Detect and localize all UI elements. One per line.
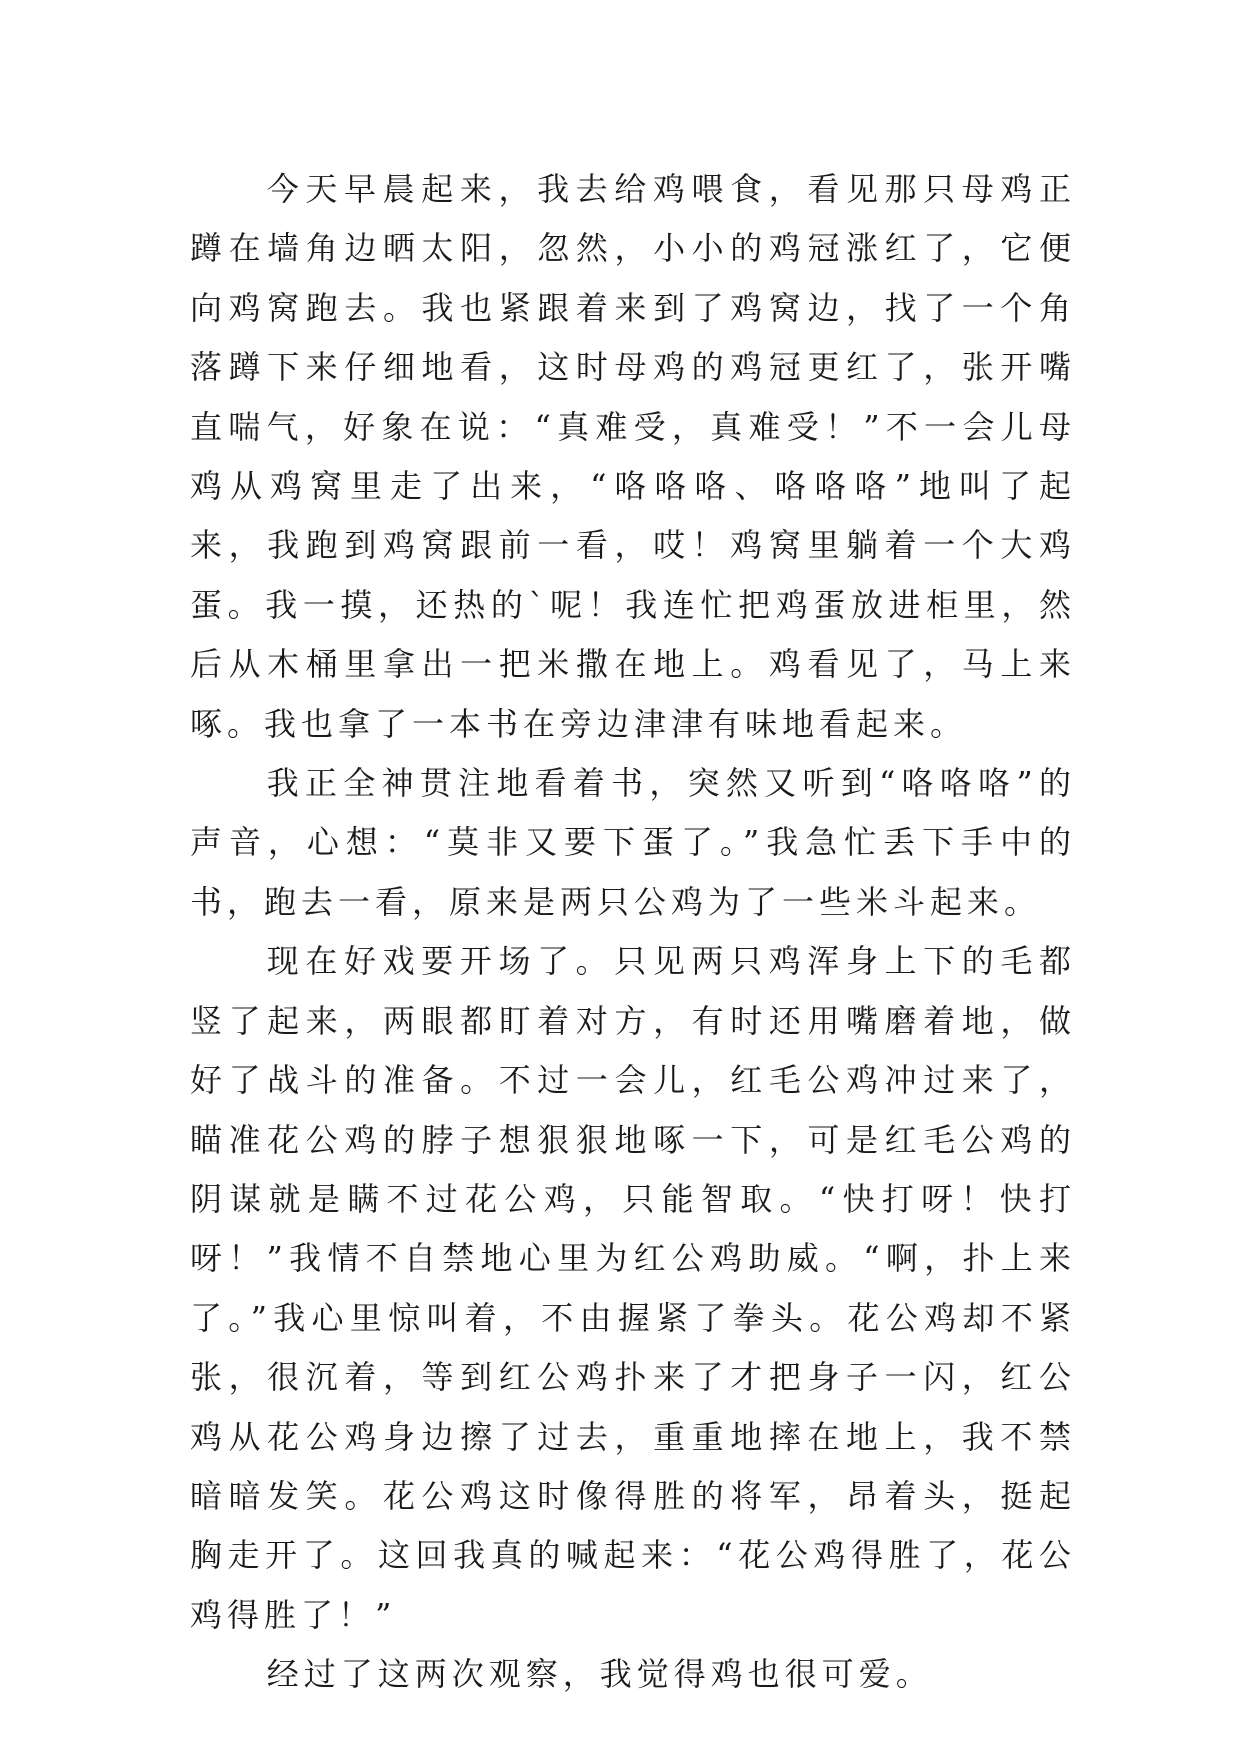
paragraph-4: 经过了这两次观察，我觉得鸡也很可爱。 <box>266 1655 933 1694</box>
document-body <box>190 160 1076 1705</box>
paragraph-3: 现在好戏要开场了。只见两只鸡浑身上下的毛都竖了起来，两眼都盯着对方，有时还用嘴磨着地，做好了战斗的准备。不过一会儿，红毛公鸡冲过来了，瞄准花公鸡的脖子想狠狠地啄一下，可是红毛公鸡的阴谋就是瞒不过花公鸡，只能智取。“快打呀！快打呀！”我情不自禁地心里为红公鸡助威。“啊，扑上来了。”我心里惊叫着，不由握紧了拳头。花公鸡却不紧张，很沉着，等到红公鸡扑来了才把身子一闪，红公鸡从花公鸡身边擦了过去，重重地摔在地上，我不禁暗暗发笑。花公鸡这时像得胜的将军，昂着头，挺起胸走开了。这回我真的喊起来：“花公鸡得胜了，花公鸡得胜了！” <box>190 942 1076 1634</box>
paragraph-2: 我正全神贯注地看着书，突然又听到“咯咯咯”的声音，心想：“莫非又要下蛋了。”我急忙丢下手中的书，跑去一看，原来是两只公鸡为了一些米斗起来。 <box>190 764 1076 921</box>
paragraph-1: 今天早晨起来，我去给鸡喂食，看见那只母鸡正蹲在墙角边晒太阳，忽然，小小的鸡冠涨红了，它便向鸡窝跑去。我也紧跟着来到了鸡窝边，找了一个角落蹲下来仔细地看，这时母鸡的鸡冠更红了，张开嘴直喘气，好象在说：“真难受，真难受！”不一会儿母鸡从鸡窝里走了出来，“咯咯咯、咯咯咯”地叫了起来，我跑到鸡窝跟前一看，哎！鸡窝里躺着一个大鸡蛋。我一摸，还热的`呢！我连忙把鸡蛋放进柜里，然后从木桶里拿出一把米撒在地上。鸡看见了，马上来啄。我也拿了一本书在旁边津津有味地看起来。 <box>190 170 1076 743</box>
